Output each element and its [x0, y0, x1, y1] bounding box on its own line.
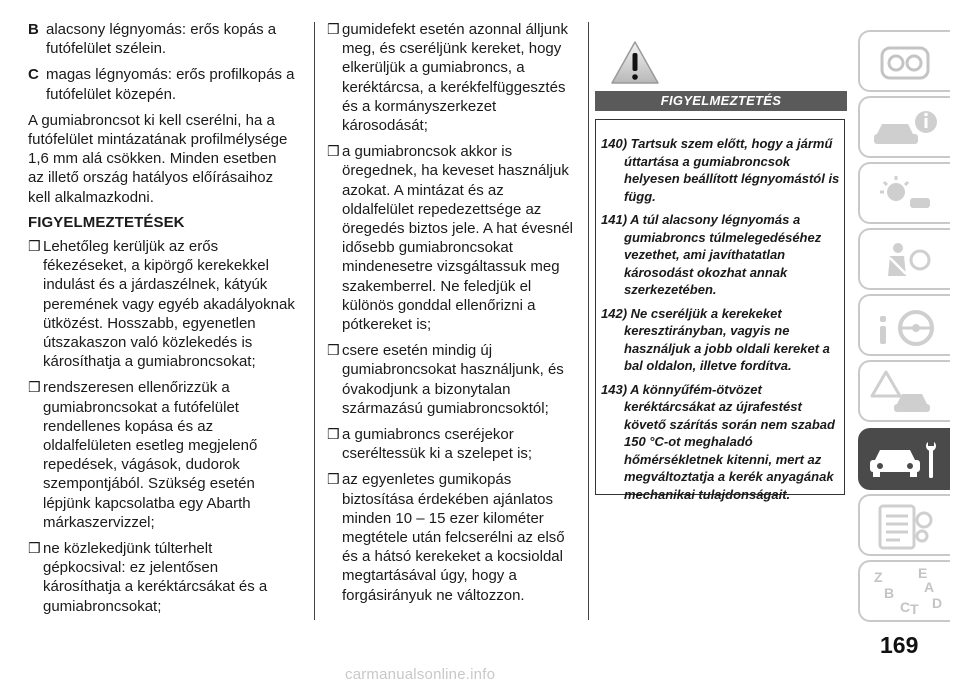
- warning-item: 142) Ne cseréljük a kerekeket keresztirányban, vagyis ne használjuk a jobb oldali kereket a bal oldalon, illetve fordítva.: [601, 305, 830, 373]
- list-item-b: [28, 20, 296, 58]
- bullet-item: [327, 425, 577, 463]
- checkbox-bullet-icon: ❒: [28, 379, 41, 396]
- bullet-text: a gumiabroncsok akkor is öregednek, ha keveset használjuk azokat. A mintázat és az oldalfelület repedezettsége az öregedés biztos jele. A hat évesnél idősebb gumiabroncsokat mindenesetre vizsgáltassuk meg szakemberrel. Ne feledjük el különös gonddal ellenőrizni a pótkereket is;: [342, 143, 573, 334]
- checkbox-bullet-icon: ❒: [327, 143, 340, 160]
- checkbox-bullet-icon: ❒: [28, 540, 41, 557]
- index-letter: B: [884, 585, 895, 601]
- bullet-item: [327, 470, 577, 604]
- steering-wheel-icon: [860, 296, 952, 358]
- index-letter: D: [932, 595, 943, 611]
- checkbox-bullet-icon: ❒: [327, 21, 340, 37]
- warning-item: 141) A túl alacsony légnyomás a gumiabroncs túlmelegedéséhez vezethet, ami javíthatatlan károsodást okozhat annak szerkezetében.: [601, 212, 822, 297]
- checkbox-bullet-icon: ❒: [28, 238, 41, 255]
- index-letter: A: [924, 579, 935, 595]
- tab-service[interactable]: [858, 428, 950, 490]
- bullet-item: [327, 142, 577, 334]
- checkbox-bullet-icon: ❒: [327, 342, 340, 359]
- warning-item: 140) Tartsuk szem előtt, hogy a jármű úttartása a gumiabroncsok helyesen beállított légnyomástól is függ.: [601, 136, 840, 204]
- info-car-icon: [860, 98, 952, 160]
- tab-safety[interactable]: [858, 228, 950, 290]
- checkbox-bullet-icon: ❒: [327, 471, 340, 488]
- warning-triangle-car-icon: [860, 362, 952, 424]
- bullet-text: az egyenletes gumikopás biztosítása érdekében ajánlatos minden 10 – 15 ezer kilométer megtétele után felcserélni az első és a hátsó kerekeket a kocsioldal megtartásával úgy, hogy a forgásirányuk ne változzon.: [342, 471, 565, 604]
- list-marker: C: [28, 66, 39, 84]
- index-letter: Z: [874, 569, 883, 585]
- bullet-item: [327, 341, 577, 418]
- technical-data-icon: [860, 496, 952, 558]
- bullet-text: gumidefekt esetén azonnal álljunk meg, és cseréljünk kereket, hogy elkerüljük a gumiabroncs, a keréktárcsa, a kerékfelfüggesztés és a kormányszerkezet károsodását;: [342, 21, 568, 135]
- section-heading: FIGYELMEZTETÉSEK: [28, 213, 185, 231]
- bullet-text: rendszeresen ellenőrizzük a gumiabroncsokat a futófelület rendellenes kopása és az oldalfelületen esetleg megjelenő repedések, vágások, dudorok szempontjából. Szükség esetén lépjünk kapcsolatba egy Abarth márkaszervizzel;: [43, 379, 258, 531]
- tab-driving[interactable]: [858, 294, 950, 356]
- text-column-left: [28, 20, 296, 623]
- car-service-icon: [858, 428, 950, 490]
- airbag-safety-icon: [860, 230, 952, 292]
- tab-emergency[interactable]: [858, 360, 950, 422]
- bullet-item: [28, 539, 296, 616]
- list-marker: B: [28, 21, 39, 38]
- tab-technical-data[interactable]: [858, 494, 950, 556]
- bullet-text: csere esetén mindig új gumiabroncsokat használjunk, és óvakodjunk a bizonytalan származású gumiabroncsoktól;: [342, 342, 564, 417]
- warning-item: 143) A könnyűfém-ötvözet keréktárcsákat az újrafestést követő szárítás során nem szabad 150 °C-ot meghaladó hőmérsékletnek kitenni, mert az megváltoztatja a kerék anyagának mechanikai tulajdonságait.: [601, 381, 835, 502]
- warning-triangle-icon: [610, 40, 660, 86]
- column-divider: [314, 22, 315, 620]
- bullet-item: [28, 237, 296, 371]
- page-number: 169: [880, 632, 919, 658]
- bullet-text: a gumiabroncs cseréjekor cseréltessük ki a szelepet is;: [342, 426, 533, 463]
- tab-lights[interactable]: [858, 162, 950, 224]
- body-paragraph: A gumiabroncsot ki kell cserélni, ha a futófelület mintázatának profilmélysége 1,6 mm alá csökken. Minden esetben az illető ország hatályos előírásaihoz kell alkalmazkodni.: [28, 111, 288, 206]
- dashboard-icon: [860, 32, 952, 94]
- list-text: alacsony légnyomás: erős kopás a futófelület szélein.: [46, 21, 277, 58]
- index-letters-icon: [860, 562, 952, 624]
- bullet-item: [28, 378, 296, 532]
- text-column-middle: [327, 20, 577, 612]
- warning-title: FIGYELMEZTETÉS: [595, 91, 847, 111]
- column-divider: [588, 22, 589, 620]
- tab-dashboard[interactable]: [858, 30, 950, 92]
- list-item-c: [28, 65, 296, 103]
- index-letter: E: [918, 565, 928, 581]
- bullet-item: [327, 20, 577, 135]
- bullet-text: Lehetőleg kerüljük az erős fékezéseket, a kipörgő kerekekkel indulást és a járdaszélnek, kátyúk peremének vagy egyéb akadályoknak ütközést. Hosszabb, egyenetlen útszakaszon való közlekedés is károsíthatja a gumiabroncsokat;: [43, 238, 295, 371]
- watermark: carmanualsonline.info: [345, 666, 496, 683]
- list-text: magas légnyomás: erős profilkopás a futófelület közepén.: [46, 66, 295, 103]
- warning-box: [595, 119, 845, 502]
- tab-index[interactable]: [858, 560, 950, 622]
- bullet-text: ne közlekedjünk túlterhelt gépkocsival: ez jelentősen károsíthatja a keréktárcsákat és a gumiabroncsokat;: [43, 540, 268, 615]
- index-letter: T: [910, 601, 919, 617]
- tab-info[interactable]: [858, 96, 950, 158]
- index-letter: C: [900, 599, 911, 615]
- lights-icon: [860, 164, 952, 226]
- checkbox-bullet-icon: ❒: [327, 426, 340, 443]
